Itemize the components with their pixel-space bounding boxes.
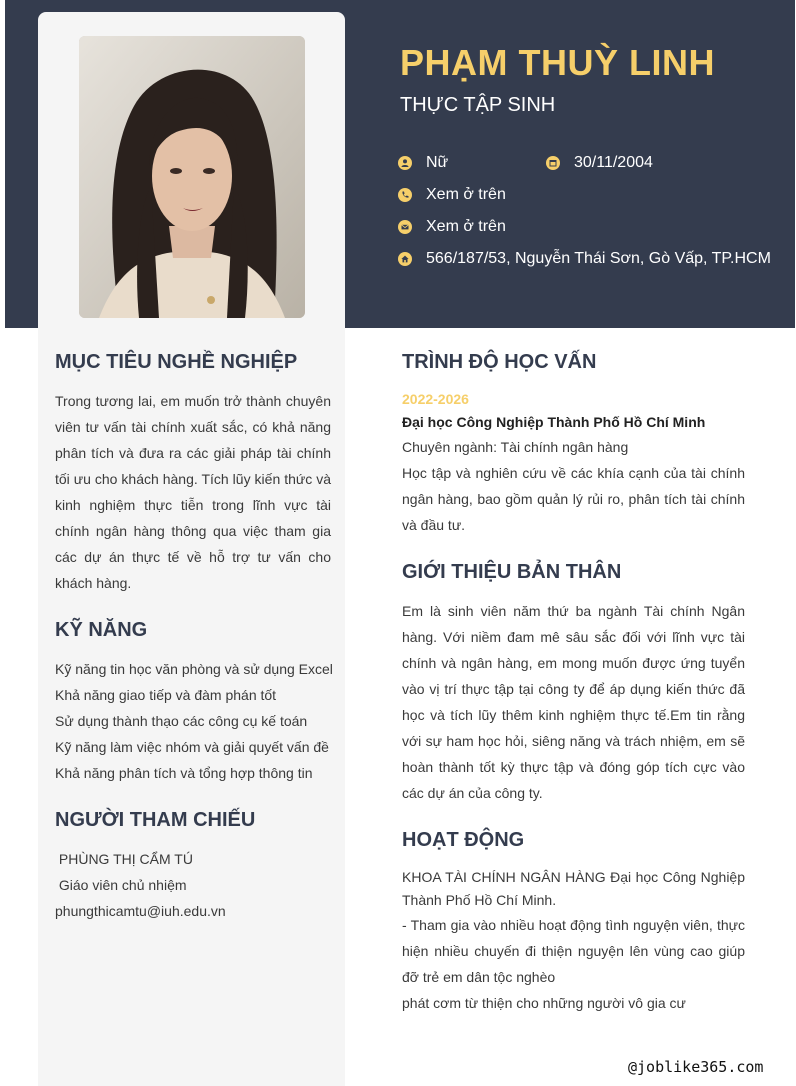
education-years: 2022-2026 xyxy=(402,391,469,407)
activities-heading: HOẠT ĐỘNG xyxy=(402,829,525,851)
phone-icon xyxy=(398,188,412,202)
mail-icon xyxy=(398,220,412,234)
skill-item: Kỹ năng làm việc nhóm và giải quyết vấn đề xyxy=(55,739,329,755)
candidate-name: PHẠM THUỲ LINH xyxy=(400,42,715,83)
skill-item: Khả năng phân tích và tổng hợp thông tin xyxy=(55,765,313,781)
objective-text: Trong tương lai, em muốn trở thành chuyên viên tư vấn tài chính xuất sắc, có khả năng phân tích và đưa ra các giải pháp tài chính tối ưu cho khách hàng. Tích lũy kiến thức và kinh nghiệm thực tiễn trong lĩnh vực tài chính ngân hàng thông qua việc tham gia các dự án thực tế về hỗ trợ tư vấn cho khách hàng. xyxy=(55,393,331,591)
education-heading: TRÌNH ĐỘ HỌC VẤN xyxy=(402,351,597,373)
phone-value: Xem ở trên xyxy=(426,186,506,203)
birthdate-value: 30/11/2004 xyxy=(574,154,653,171)
reference-name: PHÙNG THỊ CẨM TÚ xyxy=(55,851,193,867)
phone-row xyxy=(398,186,506,204)
education-description: Học tập và nghiên cứu về các khía cạnh của tài chính ngân hàng, bao gồm quản lý rủi ro, phân tích tài chính và đầu tư. xyxy=(402,465,745,533)
skill-item: Khả năng giao tiếp và đàm phán tốt xyxy=(55,687,277,703)
skill-item: Kỹ năng tin học văn phòng và sử dụng Excel xyxy=(55,661,333,677)
profile-photo xyxy=(79,36,305,318)
calendar-icon xyxy=(546,156,560,170)
reference-block xyxy=(55,846,335,924)
address-row xyxy=(398,250,771,268)
birthdate-row xyxy=(546,154,653,172)
gender-row xyxy=(398,154,448,172)
activities-item: phát cơm từ thiện cho những người vô gia cư xyxy=(402,995,686,1011)
activities-item: - Tham gia vào nhiều hoạt động tình nguyện viên, thực hiện nhiều chuyến đi thiện nguyện lên vùng cao giúp đỡ trẻ em dân tộc nghèo xyxy=(402,917,745,985)
skills-list xyxy=(55,656,335,786)
education-major: Chuyên ngành: Tài chính ngân hàng xyxy=(402,439,629,455)
reference-role: Giáo viên chủ nhiệm xyxy=(55,877,187,893)
email-row xyxy=(398,218,506,236)
home-icon xyxy=(398,252,412,266)
address-value: 566/187/53, Nguyễn Thái Sơn, Gò Vấp, TP.HCM xyxy=(426,250,771,267)
education-school: Đại học Công Nghiệp Thành Phố Hồ Chí Minh xyxy=(402,414,706,430)
skill-item: Sử dụng thành thạo các công cụ kế toán xyxy=(55,713,308,729)
about-heading: GIỚI THIỆU BẢN THÂN xyxy=(402,561,622,583)
gender-value: Nữ xyxy=(426,154,449,171)
watermark: @joblike365.com xyxy=(628,1058,764,1076)
about-text: Em là sinh viên năm thứ ba ngành Tài chính Ngân hàng. Với niềm đam mê sâu sắc đối với lĩnh vực tài chính và ngân hàng, em mong muốn được ứng tuyển vào vị trí thực tập tại công ty để áp dụng kiến thức đã học và tích lũy thêm kinh nghiệm thực tế.Em tin rằng với sự ham học hỏi, siêng năng và trách nhiệm, em sẽ hoàn thành tốt kỳ thực tập và đóng góp tích cực vào các dự án của công ty. xyxy=(402,603,745,801)
activities-org: KHOA TÀI CHÍNH NGÂN HÀNG Đại học Công Nghiệp Thành Phố Hồ Chí Minh. xyxy=(402,869,745,908)
reference-heading: NGƯỜI THAM CHIẾU xyxy=(55,809,256,831)
user-icon xyxy=(398,156,412,170)
email-value: Xem ở trên xyxy=(426,218,506,235)
job-title: THỰC TẬP SINH xyxy=(400,94,556,116)
reference-email[interactable]: phungthicamtu@iuh.edu.vn xyxy=(55,903,226,919)
skills-heading: KỸ NĂNG xyxy=(55,619,148,641)
objective-heading: MỤC TIÊU NGHỀ NGHIỆP xyxy=(55,351,298,373)
